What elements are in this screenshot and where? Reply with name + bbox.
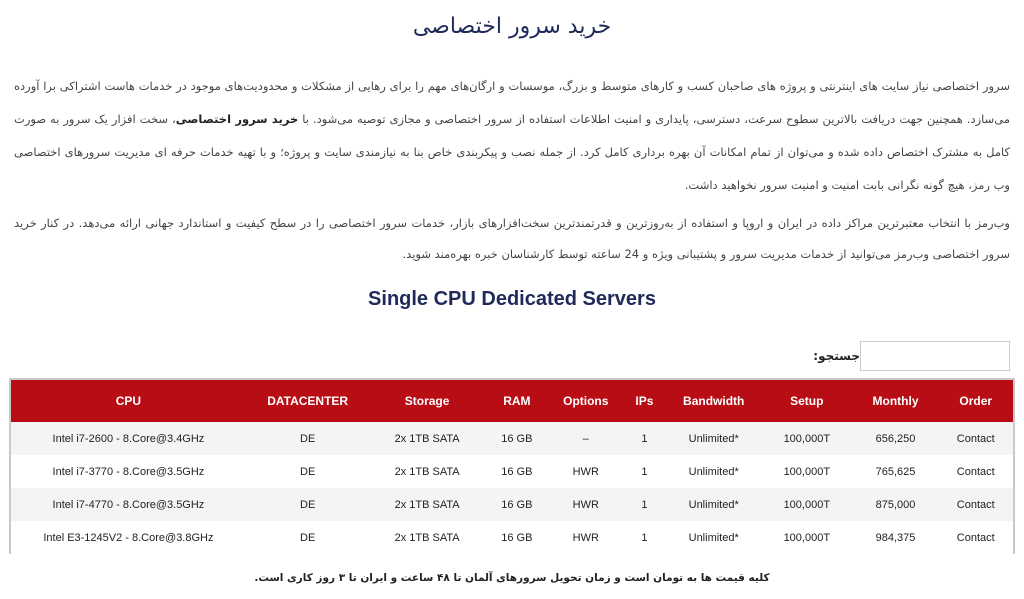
contact-link[interactable]: Contact [956,498,995,511]
cell-bandwidth: Unlimited* [688,432,739,445]
cell-storage: 2x 1TB SATA [394,432,460,445]
column-header-bandwidth[interactable]: Bandwidth [683,394,745,408]
column-header-storage[interactable]: Storage [404,394,450,408]
column-header-setup[interactable]: Setup [790,394,824,408]
cell-setup: 100,000T [783,465,831,478]
cell-datacenter: DE [300,498,316,511]
cell-options: – [582,432,589,445]
cell-ips: 1 [641,498,648,511]
cell-cpu: Intel i7-2600 - 8.Core@3.4GHz [52,432,205,445]
column-header-cpu[interactable]: CPU [115,394,142,408]
cell-cpu: Intel i7-3770 - 8.Core@3.5GHz [52,465,205,478]
cell-ips: 1 [641,432,648,445]
cell-monthly: 765,625 [875,465,916,478]
cell-bandwidth: Unlimited* [688,498,739,511]
cell-storage: 2x 1TB SATA [394,498,460,511]
intro-paragraph-2: وب‌رمز با انتخاب معتبرترین مراکز داده در ایران و اروپا و استفاده از به‌روزترین و قدرتمندترین سخت‌افزارهای بازار، خدمات سرور اختصاصی را در سطح کیفیت و استاندارد جهانی ارائه می‌دهد. در کنار خرید سرور اختصاصی وب‌رمز می‌توانید از خدمات مدیریت سرور و پشتیبانی ویژه و 24 ساعته توسط کارشناسان خبره بهره‌مند شوید. [14,216,1010,261]
cell-setup: 100,000T [783,432,831,445]
cell-storage: 2x 1TB SATA [394,531,460,544]
column-header-options[interactable]: Options [563,394,609,408]
intro-paragraph [14,70,1010,202]
column-header-order[interactable]: Order [959,394,993,408]
contact-link[interactable]: Contact [956,465,995,478]
column-header-ram[interactable]: RAM [503,394,531,408]
column-header-ips[interactable]: IPs [635,394,654,408]
table-row [11,488,1013,521]
servers-table [11,380,1013,554]
cell-storage: 2x 1TB SATA [394,465,460,478]
cell-bandwidth: Unlimited* [688,465,739,478]
search-box [805,340,1010,372]
cell-options: HWR [572,498,599,511]
intro-bold-link: خرید سرور اختصاصی [175,112,299,126]
cell-cpu: Intel i7-4770 - 8.Core@3.5GHz [52,498,205,511]
table-row [11,455,1013,488]
cell-options: HWR [572,465,599,478]
table-header-row [11,380,1013,422]
intro-text-part1: سرور اختصاصی نیاز سایت های اینترنتی و پروژه های صاحبان کسب و کارهای متوسط و بزرگ، موسسات و ارگان‌های مهم را برای رهایی از مشکلات و محدودیت‌های موجود در خدمات هاست اشتراکی برا آورده می‌سازد. همچنین جهت دریافت بالاترین سطوح سرعت، دسترسی، پایداری و امنیت اطلاعات استفاده از سرور اختصاصی و مجازی توصیه می‌شود. با [14,79,1011,126]
table-row [11,422,1013,455]
search-input[interactable] [860,341,1010,371]
page-title: خرید سرور اختصاصی [412,14,612,39]
cell-ips: 1 [641,465,648,478]
table-row [11,521,1013,554]
cell-monthly: 656,250 [875,432,916,445]
column-header-monthly[interactable]: Monthly [872,394,919,408]
cell-ram: 16 GB [501,531,533,544]
cell-datacenter: DE [300,531,316,544]
cell-monthly: 875,000 [875,498,916,511]
cell-ram: 16 GB [501,432,533,445]
section-title: Single CPU Dedicated Servers [368,288,656,310]
intro-text-part2: ، سخت افزار یک سرور به صورت کامل به مشترک اختصاص داده شده و می‌توان از تمام امکانات آن بهره برداری کامل کرد. از جمله نصب و پیکربندی خاص بنا به نیازمندی سایت و پروژه؛ و با تهیه خدمات حرفه ای مدیریت سرورهای اختصاصی وب رمز، هیچ گونه نگرانی بابت امنیت و امنیت سرور نخواهید داشت. [14,112,1010,192]
cell-setup: 100,000T [783,531,831,544]
cell-datacenter: DE [300,465,316,478]
servers-table-frame [9,378,1015,554]
contact-link[interactable]: Contact [956,531,995,544]
price-footnote: کلیه قیمت ها به تومان است و زمان تحویل سرورهای آلمان تا ۴۸ ساعت و ایران تا ۳ روز کاری است. [254,572,770,584]
cell-ram: 16 GB [501,498,533,511]
cell-bandwidth: Unlimited* [688,531,739,544]
cell-cpu: Intel E3-1245V2 - 8.Core@3.8GHz [43,531,214,544]
cell-ram: 16 GB [501,465,533,478]
cell-options: HWR [572,531,599,544]
cell-setup: 100,000T [783,498,831,511]
cell-datacenter: DE [300,432,316,445]
cell-monthly: 984,375 [875,531,916,544]
column-header-datacenter[interactable]: DATACENTER [267,394,349,408]
search-label: جستجو: [813,349,860,363]
cell-ips: 1 [641,531,648,544]
contact-link[interactable]: Contact [956,432,995,445]
